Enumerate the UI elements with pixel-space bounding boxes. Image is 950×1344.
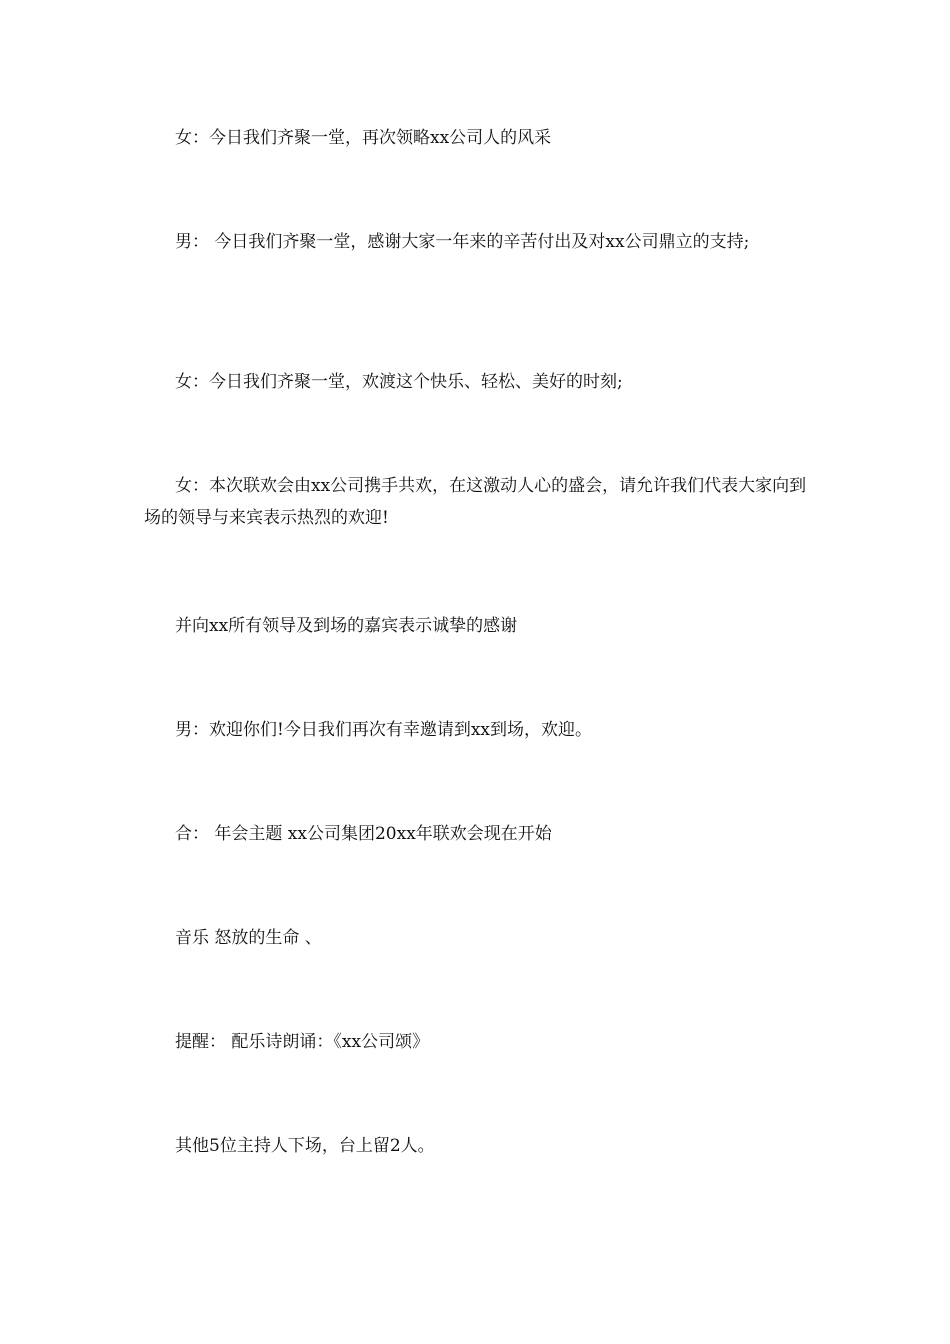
- paragraph-thanks: 并向xx所有领导及到场的嘉宾表示诚挚的感谢: [175, 616, 518, 636]
- paragraph-female-3: 女：本次联欢会由xx公司携手共欢，在这激动人心的盛会，请允许我们代表大家向到场的领导与来宾表示热烈的欢迎!: [144, 476, 807, 528]
- paragraph-male-2: 男：欢迎你们!今日我们再次有幸邀请到xx到场，欢迎。: [175, 720, 593, 740]
- paragraph-female-1: 女：今日我们齐聚一堂，再次领略xx公司人的风采: [175, 128, 552, 148]
- paragraph-female-2: 女：今日我们齐聚一堂，欢渡这个快乐、轻松、美好的时刻;: [175, 372, 623, 392]
- paragraph-reminder: 提醒： 配乐诗朗诵：《xx公司颂》: [175, 1032, 430, 1052]
- paragraph-music: 音乐 怒放的生命 、: [175, 928, 322, 948]
- paragraph-together: 合： 年会主题 xx公司集团20xx年联欢会现在开始: [175, 824, 552, 844]
- paragraph-male-1: 男： 今日我们齐聚一堂，感谢大家一年来的辛苦付出及对xx公司鼎立的支持;: [175, 232, 750, 252]
- paragraph-hosts: 其他5位主持人下场，台上留2人。: [175, 1136, 435, 1156]
